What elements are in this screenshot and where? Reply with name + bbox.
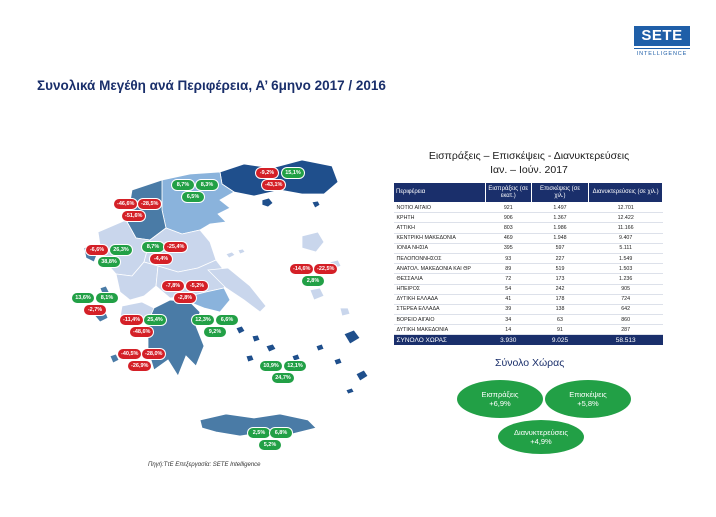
region-notio-aigaio [236,326,368,394]
island-samothraki [312,201,320,208]
cell-region: ΒΟΡΕΙΟ ΑΙΓΑΙΟ [394,315,486,325]
cell-receipts: 3.930 [485,335,531,346]
table-subtitle: Ιαν. – Ιούν. 2017 [490,164,568,176]
bubble-peloponnisos-nights: -26,9% [128,361,151,371]
cell-region: ΠΕΛΟΠΟΝΝΗΣΟΣ [394,253,486,263]
cell-receipts: 41 [485,294,531,304]
table-row [394,274,663,284]
table-row [394,213,663,223]
cell-region: ΑΝΑΤΟΛ. ΜΑΚΕΔΟΝΙΑ ΚΑΙ ΘΡ [394,264,486,274]
bubble-kentriki-makedonia-visits: 8,3% [196,180,218,190]
cell-receipts: 921 [485,203,531,213]
table-row [394,203,663,213]
cell-region: ΚΡΗΤΗ [394,213,486,223]
logo-subtitle: INTELLIGENCE [634,48,690,57]
cell-receipts: 54 [485,284,531,294]
bubble-dytiki-makedonia-nights: -51,6% [122,211,145,221]
bubble-ionia-nisia-nights: -2,7% [84,305,106,315]
logo-brand: SETE [634,26,690,46]
cell-nights: 642 [589,304,663,314]
bubble-ionia-nisia-receipts: 13,6% [72,293,94,303]
cell-visits: 91 [531,325,589,335]
summary-visits-badge [545,380,631,418]
cell-receipts: 39 [485,304,531,314]
summary-receipts-badge [457,380,543,418]
bubble-notio-aigaio-receipts: 10,9% [260,361,282,371]
cell-visits: 173 [531,274,589,284]
bubble-anatoliki-makedonia-nights: -43,1% [262,180,285,190]
cell-region: ΘΕΣΣΑΛΙΑ [394,274,486,284]
cell-receipts: 89 [485,264,531,274]
table-row [394,325,663,335]
table-row [394,233,663,243]
bubble-attiki-receipts: 12,3% [192,315,214,325]
summary-nights-value: +4,9% [530,437,552,446]
summary-receipts-value: +6,9% [489,399,511,408]
bubble-ipeiros-nights: 38,8% [98,257,120,267]
summary-visits-label: Επισκέψεις [569,390,607,399]
cell-nights: 12.422 [589,213,663,223]
bubble-attiki-visits: 6,6% [216,315,238,325]
cell-nights: 1.236 [589,274,663,284]
cell-nights: 905 [589,284,663,294]
bubble-anatoliki-makedonia-visits: 15,1% [282,168,304,178]
cell-nights: 5.111 [589,243,663,253]
cell-region: ΝΟΤΙΟ ΑΙΓΑΙΟ [394,203,486,213]
cell-region: ΔΥΤΙΚΗ ΜΑΚΕΔΟΝΙΑ [394,325,486,335]
bubble-sterea-ellada-receipts: -7,8% [162,281,184,291]
bubble-voreio-aigaio-nights: 2,8% [302,276,324,286]
bubble-notio-aigaio-nights: 24,7% [272,373,294,383]
cell-visits: 63 [531,315,589,325]
bubble-kriti-visits: 6,8% [270,428,292,438]
summary-nights-badge [498,420,584,454]
table-total-row [394,335,663,346]
header-receipts: Εισπράξεις (σε εκατ.) [485,183,531,203]
cell-visits: 1.497 [531,203,589,213]
table-row [394,294,663,304]
cell-nights: 1.549 [589,253,663,263]
bubble-thessalia-visits: -25,4% [164,242,187,252]
cell-region: ΑΤΤΙΚΗ [394,223,486,233]
cell-receipts: 34 [485,315,531,325]
table-title: Εισπράξεις – Επισκέψεις - Διανυκτερεύσεις [428,150,630,162]
cell-receipts: 14 [485,325,531,335]
cell-visits: 227 [531,253,589,263]
region-peloponnisos [148,300,204,376]
bubble-thessalia-receipts: 8,7% [142,242,164,252]
cell-region: ΙΟΝΙΑ ΝΗΣΙΑ [394,243,486,253]
cell-region: ΔΥΤΙΚΗ ΕΛΛΑΔΑ [394,294,486,304]
cell-visits: 1.948 [531,233,589,243]
cell-region: ΣΤΕΡΕΑ ΕΛΛΑΔΑ [394,304,486,314]
bubble-peloponnisos-receipts: -40,5% [118,349,141,359]
table-header-row [394,183,663,203]
table-row [394,304,663,314]
cell-nights: 860 [589,315,663,325]
table-row [394,284,663,294]
source-note: Πηγή:ΤτΕ Επεξεργασία: SETE Intelligence [148,462,261,468]
cell-nights: 12.701 [589,203,663,213]
table-row [394,315,663,325]
bubble-kriti-nights: 5,2% [259,440,281,450]
bubble-peloponnisos-visits: -28,0% [142,349,165,359]
bubble-dytiki-ellada-receipts: -11,4% [120,315,143,325]
summary-visits-value: +5,8% [577,399,599,408]
header-nights: Διανυκτερεύσεις (σε χιλ.) [589,183,663,203]
cell-visits: 1.986 [531,223,589,233]
bubble-kentriki-makedonia-nights: 6,5% [182,192,204,202]
cell-region: ΚΕΝΤΡΙΚΗ ΜΑΚΕΔΟΝΙΑ [394,233,486,243]
bubble-dytiki-makedonia-visits: -28,5% [138,199,161,209]
cell-visits: 1.367 [531,213,589,223]
bubble-kriti-receipts: 2,5% [248,428,270,438]
cell-visits: 519 [531,264,589,274]
bubble-ionia-nisia-visits: 8,1% [96,293,118,303]
bubble-dytiki-ellada-visits: 25,4% [144,315,166,325]
cell-receipts: 395 [485,243,531,253]
cell-receipts: 803 [485,223,531,233]
region-anatoliki-makedonia-thraki [220,160,338,196]
cell-visits: 178 [531,294,589,304]
cell-visits: 597 [531,243,589,253]
header-region: Περιφέρεια [394,183,486,203]
table-row [394,264,663,274]
bubble-attiki-nights: 9,2% [204,327,226,337]
summary-nights-label: Διανυκτερεύσεις [514,428,568,437]
table-row [394,223,663,233]
bubble-voreio-aigaio-visits: -22,5% [314,264,337,274]
bubble-dytiki-makedonia-receipts: -46,6% [114,199,137,209]
bubble-dytiki-ellada-nights: -48,6% [130,327,153,337]
summary-receipts-label: Εισπράξεις [481,390,519,399]
cell-region: ΣΥΝΟΛΟ ΧΩΡΑΣ [394,335,486,346]
table-row [394,243,663,253]
bubble-voreio-aigaio-receipts: -14,6% [290,264,313,274]
islands-sporades [226,249,245,258]
cell-receipts: 469 [485,233,531,243]
bubble-ipeiros-receipts: -6,6% [86,245,108,255]
cell-nights: 58.513 [589,335,663,346]
cell-nights: 9.407 [589,233,663,243]
table-row [394,253,663,263]
cell-nights: 11.166 [589,223,663,233]
cell-receipts: 906 [485,213,531,223]
cell-receipts: 93 [485,253,531,263]
bubble-kentriki-makedonia-receipts: 8,7% [172,180,194,190]
sete-logo [634,26,690,66]
bubble-notio-aigaio-visits: 12,1% [284,361,306,371]
regional-data-table [393,182,663,345]
cell-receipts: 72 [485,274,531,284]
bubble-sterea-ellada-nights: -2,8% [174,293,196,303]
cell-nights: 287 [589,325,663,335]
cell-nights: 1.503 [589,264,663,274]
bubble-sterea-ellada-visits: -5,2% [186,281,208,291]
bubble-anatoliki-makedonia-receipts: -9,2% [256,168,278,178]
summary-title: Σύνολο Χώρας [495,357,565,369]
cell-visits: 9.025 [531,335,589,346]
cell-visits: 242 [531,284,589,294]
bubble-thessalia-nights: -4,4% [150,254,172,264]
cell-visits: 138 [531,304,589,314]
cell-nights: 724 [589,294,663,304]
header-visits: Επισκέψεις (σε χιλ.) [531,183,589,203]
region-voreio-aigaio [302,232,350,316]
slide-title: Συνολικά Μεγέθη ανά Περιφέρεια, Α’ 6μηνο 2017 / 2016 [37,78,386,93]
island-thasos [262,198,273,207]
bubble-ipeiros-visits: 26,3% [110,245,132,255]
cell-region: ΗΠΕΙΡΟΣ [394,284,486,294]
